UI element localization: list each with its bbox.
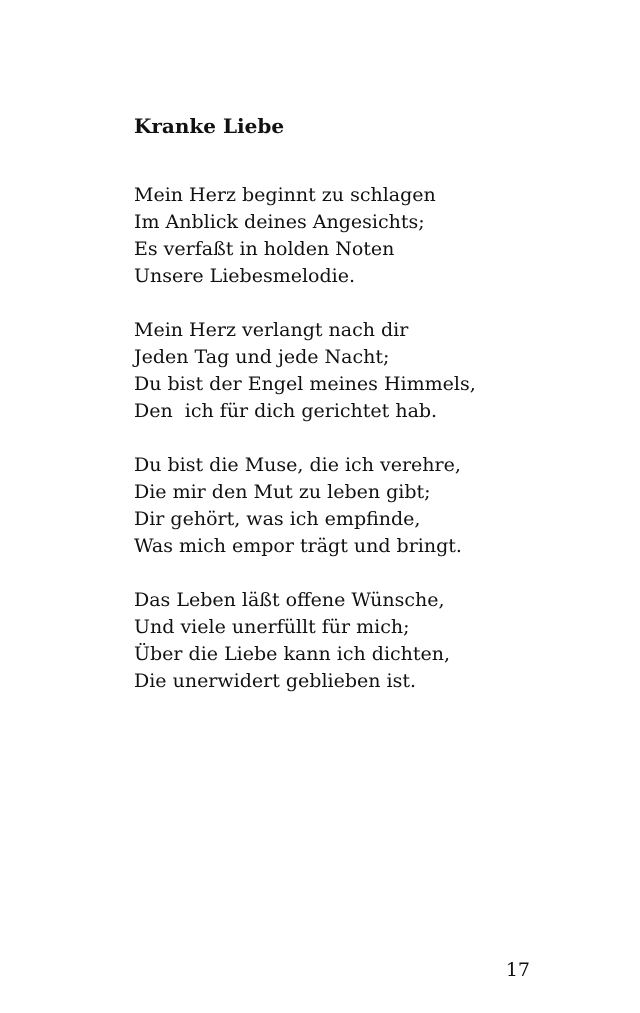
stanza-2	[134, 317, 476, 425]
poem-line: Und viele unerfüllt für mich;	[134, 616, 410, 638]
page-number: 17	[505, 959, 530, 981]
poem-line: Den ich für dich gerichtet hab.	[134, 400, 438, 422]
poem-line: Über die Liebe kann ich dichten,	[134, 643, 451, 665]
poem-line: Im Anblick deines Angesichts;	[134, 211, 425, 233]
poem-body	[134, 182, 476, 722]
poem-line: Die unerwidert geblieben ist.	[134, 670, 417, 692]
poem-line: Die mir den Mut zu leben gibt;	[134, 481, 431, 503]
poem-line: Das Leben läßt offene Wünsche,	[134, 589, 445, 611]
poem-line: Es verfaßt in holden Noten	[134, 238, 395, 260]
stanza-4	[134, 587, 476, 695]
stanza-1	[134, 182, 476, 290]
poem-line: Du bist die Muse, die ich verehre,	[134, 454, 461, 476]
poem-line: Jeden Tag und jede Nacht;	[134, 346, 390, 368]
poem-line: Dir gehört, was ich empfinde,	[134, 508, 421, 530]
stanza-3	[134, 452, 476, 560]
poem-line: Unsere Liebesmelodie.	[134, 265, 356, 287]
poem-line: Mein Herz beginnt zu schlagen	[134, 184, 436, 206]
poem-line: Was mich empor trägt und bringt.	[134, 535, 462, 557]
poem-title: Kranke Liebe	[134, 114, 285, 138]
poem-line: Du bist der Engel meines Himmels,	[134, 373, 476, 395]
poem-line: Mein Herz verlangt nach dir	[134, 319, 409, 341]
